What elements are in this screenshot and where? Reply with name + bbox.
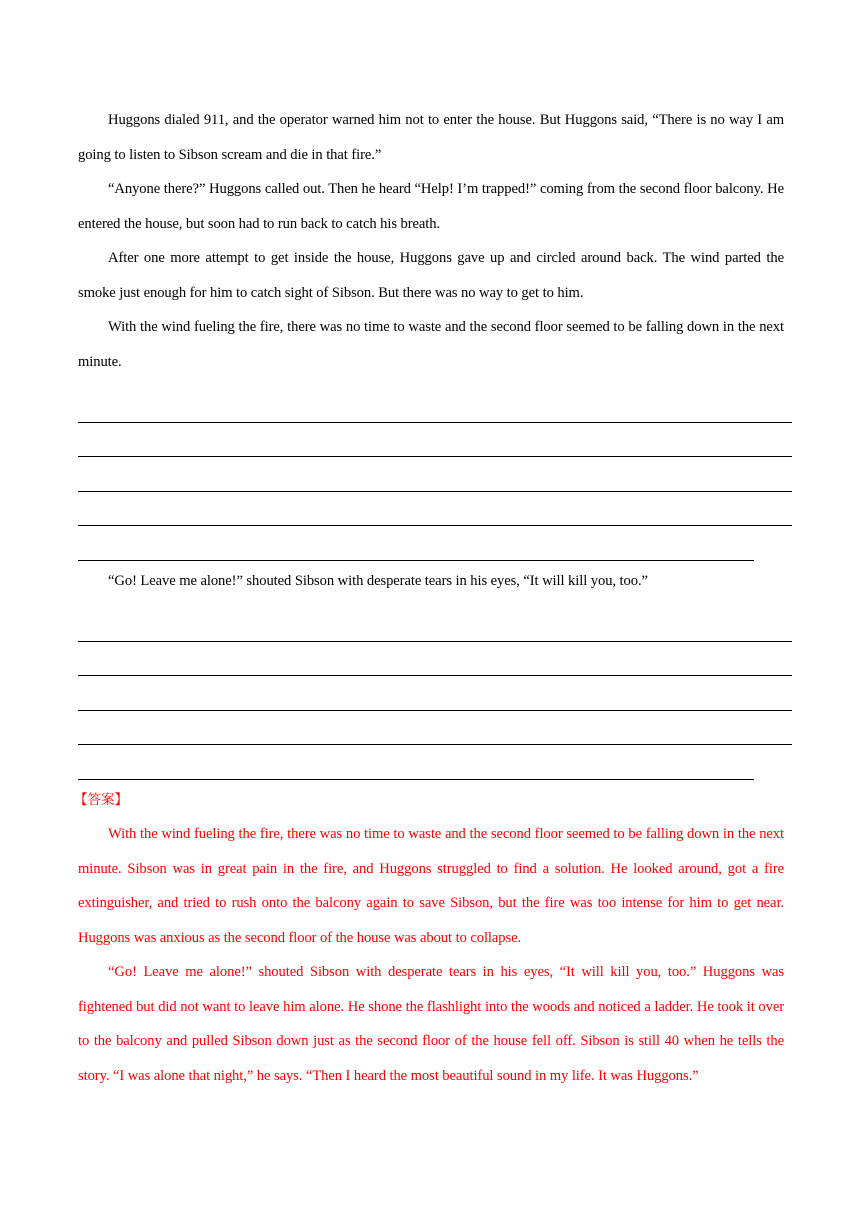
answer-paragraph-2: “Go! Leave me alone!” shouted Sibson with desperate tears in his eyes, “It will kill you, too.” Huggons was fightened but did not want to leave him alone. He shone the flashlight into the woods and noticed a ladder. He took it over to the balcony and pulled Sibson down just as the second floor of the house fell off. Sibson is still 40 when he tells the story. “I was alone that night,” he says. “Then I heard the most beautiful sound in my life. It was Huggons.” [78, 964, 784, 1084]
writing-lines-1[interactable] [78, 391, 784, 564]
answer-section [74, 783, 784, 1094]
writing-line [78, 426, 784, 461]
story-paragraph-1: Huggons dialed 911, and the operator warned him not to enter the house. But Huggons said, “There is no way I am going to listen to Sibson scream and die in that fire.” [78, 112, 784, 163]
answer-paragraph-1: With the wind fueling the fire, there was no time to waste and the second floor seemed to be falling down in the next minute. Sibson was in great pain in the fire, and Huggons struggled to find a solution. He looked around, got a fire extinguisher, and tried to rush onto the balcony again to save Sibson, but the fire was too intense for him to get near. Huggons was anxious as the second floor of the house was about to collapse. [78, 826, 784, 946]
writing-line [78, 645, 784, 680]
document-page [74, 103, 784, 1093]
writing-line [78, 495, 784, 530]
writing-lines-2[interactable] [78, 610, 784, 783]
writing-line [78, 748, 784, 783]
story-paragraph-3: After one more attempt to get inside the house, Huggons gave up and circled around back. The wind parted the smoke just enough for him to catch sight of Sibson. But there was no way to get to him. [78, 250, 784, 301]
story-paragraph-2: “Anyone there?” Huggons called out. Then he heard “Help! I’m trapped!” coming from the second floor balcony. He entered the house, but soon had to run back to catch his breath. [78, 181, 784, 232]
writing-line [78, 679, 784, 714]
writing-line [78, 714, 784, 749]
answer-label: 【答案】 [74, 791, 128, 808]
story-paragraph-4: With the wind fueling the fire, there was no time to waste and the second floor seemed to be falling down in the next minute. [78, 319, 784, 370]
writing-line [78, 610, 784, 645]
second-paragraph-prompt: “Go! Leave me alone!” shouted Sibson with desperate tears in his eyes, “It will kill you, too.” [108, 572, 648, 589]
writing-line [78, 391, 784, 426]
story-passage [78, 103, 784, 379]
writing-line [78, 460, 784, 495]
writing-line [78, 529, 784, 564]
